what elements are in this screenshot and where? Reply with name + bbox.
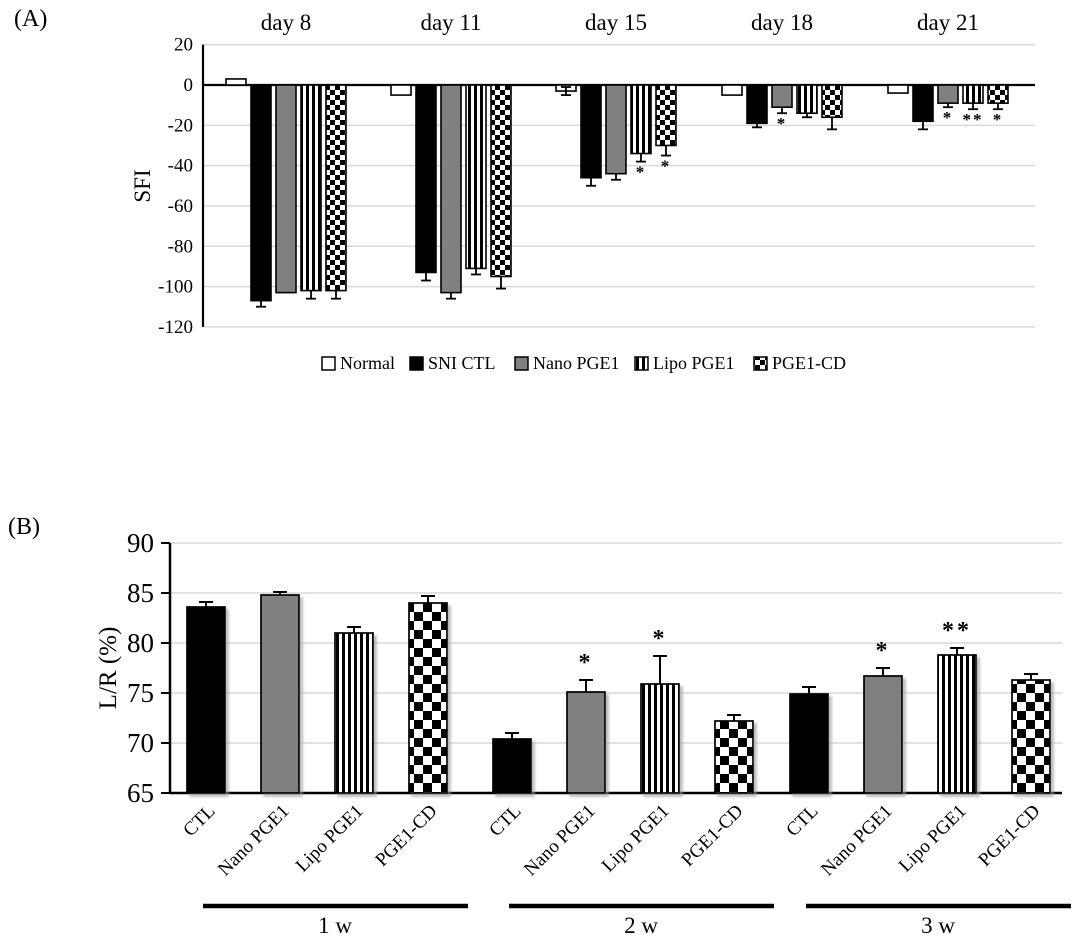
panelB-errorbar-ctl-2-w	[505, 733, 519, 739]
panelA-ylabel: SFI	[130, 169, 155, 203]
panelA-bar-pge1-cd-day-11	[491, 85, 511, 276]
legend-label-pge1-cd: PGE1-CD	[772, 353, 847, 373]
panelB-sig-nano-pge1-3-w: *	[875, 638, 891, 664]
panelA-ytick--120: -120	[158, 316, 193, 338]
panelA-bar-nano-pge1-day-15	[606, 85, 626, 174]
legend-label-normal: Normal	[340, 353, 395, 373]
legend-swatch-lipo-pge1	[635, 357, 648, 370]
panelB-bar-pge1-cd-3-w	[1012, 680, 1050, 793]
panelB-bar-nano-pge1-2-w	[567, 692, 605, 793]
panelB-xlabel-nano-pge1-2-w: Nano PGE1	[520, 800, 600, 881]
panelB-xlabel-ctl-3-w: CTL	[782, 800, 823, 841]
legend-label-lipo-pge1: Lipo PGE1	[653, 353, 735, 373]
legend-swatch-nano-pge1	[515, 357, 528, 370]
legend-swatch-sni-ctl	[410, 357, 423, 370]
panelA-errorbar-lipo-pge1-day-21	[968, 103, 978, 109]
legend-label-nano-pge1: Nano PGE1	[533, 353, 620, 373]
panelB-xlabel-ctl-2-w: CTL	[485, 800, 526, 841]
panelA-sig-pge1-cd-day-15: *	[660, 156, 672, 176]
panelA-ytick-0: 0	[183, 75, 193, 96]
panelA-ytick--60: -60	[167, 195, 193, 217]
panelA-sig-lipo-pge1-day-21: **	[962, 110, 984, 130]
panelA-ytick--40: -40	[167, 155, 193, 177]
panelB-week-label-3-w: 3 w	[921, 913, 955, 938]
panelA-errorbar-pge1-cd-day-18	[827, 117, 837, 129]
panelA-errorbar-pge1-cd-day-15	[661, 145, 671, 155]
panelB-bar-nano-pge1-1-w	[261, 595, 299, 793]
legend-item-lipo-pge1	[635, 353, 735, 373]
legend-swatch-pge1-cd	[754, 357, 767, 370]
legend-item-normal	[322, 353, 395, 373]
panelB-errorbar-pge1-cd-2-w	[727, 715, 741, 721]
legend-item-sni-ctl	[410, 353, 496, 373]
panelA-bar-nano-pge1-day-8	[276, 85, 296, 293]
panelA-bar-lipo-pge1-day-8	[301, 85, 321, 291]
panelB-ylabel: L/R (%)	[95, 626, 122, 710]
panelA-bar-lipo-pge1-day-18	[797, 85, 817, 113]
panelB-sig-lipo-pge1-2-w: *	[652, 626, 668, 652]
panelB-xlabel-ctl-1-w: CTL	[179, 800, 220, 841]
panelB-bar-ctl-3-w	[790, 694, 828, 793]
panelA-bar-lipo-pge1-day-11	[466, 85, 486, 268]
panelB-errorbar-nano-pge1-3-w	[876, 668, 890, 676]
panelA-errorbar-lipo-pge1-day-11	[471, 268, 481, 274]
legend-item-nano-pge1	[515, 353, 620, 373]
panelA-group-label-day-11: day 11	[420, 10, 482, 35]
panelB-errorbar-pge1-cd-1-w	[421, 596, 435, 603]
panelB-ytick-90: 90	[127, 528, 154, 558]
panelA-errorbar-nano-pge1-day-11	[446, 293, 456, 299]
panelA-errorbar-sni-ctl-day-11	[421, 272, 431, 280]
panelA-ytick--20: -20	[167, 115, 193, 137]
panelA-bar-nano-pge1-day-11	[441, 85, 461, 293]
panelA-bar-pge1-cd-day-8	[326, 85, 346, 291]
panelA-errorbar-sni-ctl-day-8	[256, 301, 266, 307]
panelB-xlabel-nano-pge1-3-w: Nano PGE1	[817, 800, 897, 881]
panelA-bar-normal-day-18	[722, 85, 742, 95]
panelB-ytick-75: 75	[127, 678, 154, 708]
panelA-ytick--100: -100	[158, 276, 193, 298]
panelA-errorbar-pge1-cd-day-8	[331, 291, 341, 299]
panelA-bar-normal-day-8	[226, 79, 246, 85]
panelA-group-label-day-15: day 15	[585, 10, 647, 35]
panelA-bar-pge1-cd-day-21	[988, 85, 1008, 103]
panelA-bar-sni-ctl-day-15	[581, 85, 601, 178]
panelB-ytick-80: 80	[127, 628, 154, 658]
panelB-xlabel-lipo-pge1-3-w: Lipo PGE1	[894, 800, 971, 877]
panelB-ytick-70: 70	[127, 728, 154, 758]
panelB-week-label-1-w: 1 w	[318, 913, 352, 938]
panelB-bar-ctl-1-w	[187, 607, 225, 793]
panelB-errorbar-lipo-pge1-2-w	[653, 656, 667, 684]
panelA-sig-nano-pge1-day-21: *	[942, 108, 954, 128]
panelB-xlabel-pge1-cd-3-w: PGE1-CD	[974, 800, 1045, 871]
panelA-group-label-day-18: day 18	[751, 10, 813, 35]
legend-item-pge1-cd	[754, 353, 846, 373]
panelB-sig-lipo-pge1-3-w: **	[942, 618, 972, 644]
panelA-bar-nano-pge1-day-18	[772, 85, 792, 107]
panelA-ytick--80: -80	[167, 236, 193, 258]
panelA-group-label-day-21: day 21	[917, 10, 979, 35]
panelB-errorbar-lipo-pge1-3-w	[950, 648, 964, 655]
panelA-group-label-day-8: day 8	[260, 10, 312, 35]
panelB-ytick-85: 85	[127, 578, 154, 608]
panelB-bar-lipo-pge1-3-w	[938, 655, 976, 793]
legend-swatch-normal	[322, 357, 335, 370]
panelA-bar-normal-day-11	[391, 85, 411, 95]
panelB-errorbar-pge1-cd-3-w	[1024, 674, 1038, 680]
panelA-bar-lipo-pge1-day-15	[631, 85, 651, 154]
panelA-bar-pge1-cd-day-15	[656, 85, 676, 145]
panelA-errorbar-nano-pge1-day-18	[777, 107, 787, 113]
panelB-bar-ctl-2-w	[493, 739, 531, 793]
panel-b-chart	[0, 505, 1076, 945]
panelA-sig-pge1-cd-day-21: *	[992, 110, 1004, 130]
panelB-xlabel-pge1-cd-2-w: PGE1-CD	[677, 800, 748, 871]
panelA-bar-sni-ctl-day-11	[416, 85, 436, 272]
panelA-bar-normal-day-21	[888, 85, 908, 93]
panelA-bar-sni-ctl-day-8	[251, 85, 271, 301]
panelB-errorbar-nano-pge1-2-w	[579, 680, 593, 692]
panelA-errorbar-pge1-cd-day-21	[993, 103, 1003, 109]
panelA-errorbar-lipo-pge1-day-15	[636, 154, 646, 162]
panel-a-chart	[0, 0, 1076, 420]
panelA-sig-lipo-pge1-day-15: *	[635, 162, 647, 182]
panelB-bar-pge1-cd-1-w	[409, 603, 447, 793]
panelB-xlabel-lipo-pge1-1-w: Lipo PGE1	[291, 800, 368, 877]
panelA-ytick-20: 20	[174, 34, 193, 56]
legend-label-sni-ctl: SNI CTL	[428, 353, 496, 373]
panelB-bar-pge1-cd-2-w	[715, 721, 753, 793]
panelB-week-label-2-w: 2 w	[624, 913, 658, 938]
panelB-xlabel-nano-pge1-1-w: Nano PGE1	[214, 800, 294, 881]
panelA-bar-pge1-cd-day-18	[822, 85, 842, 117]
panelB-bar-lipo-pge1-1-w	[335, 633, 373, 793]
panelB-errorbar-lipo-pge1-1-w	[347, 627, 361, 633]
panelB-ytick-65: 65	[127, 778, 154, 808]
panelA-errorbar-lipo-pge1-day-8	[306, 291, 316, 299]
panelA-errorbar-nano-pge1-day-15	[611, 174, 621, 180]
panelA-bar-lipo-pge1-day-21	[963, 85, 983, 103]
panelB-xlabel-pge1-cd-1-w: PGE1-CD	[371, 800, 442, 871]
panelA-bar-sni-ctl-day-21	[913, 85, 933, 121]
panelA-bar-sni-ctl-day-18	[747, 85, 767, 123]
panel-b-label: (B)	[8, 514, 40, 540]
panelA-bar-nano-pge1-day-21	[938, 85, 958, 103]
panel-a-label: (A)	[14, 6, 48, 32]
panelA-sig-nano-pge1-day-18: *	[776, 114, 788, 134]
panelB-bar-lipo-pge1-2-w	[641, 684, 679, 793]
panelB-sig-nano-pge1-2-w: *	[578, 650, 594, 676]
panelB-bar-nano-pge1-3-w	[864, 676, 902, 793]
panelB-xlabel-lipo-pge1-2-w: Lipo PGE1	[597, 800, 674, 877]
panelA-errorbar-sni-ctl-day-15	[586, 178, 596, 186]
